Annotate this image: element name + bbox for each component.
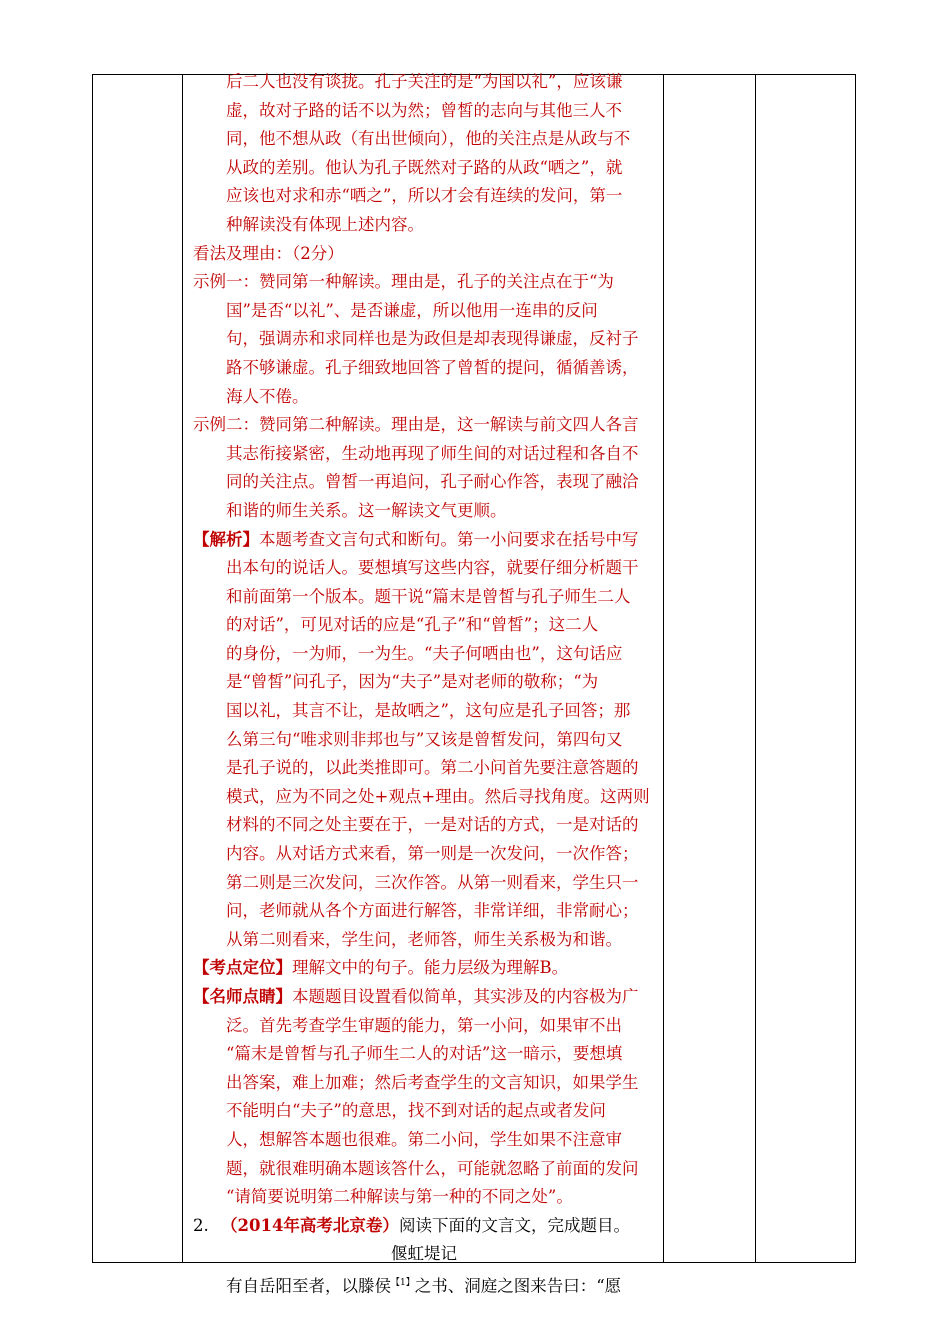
text-line: 路不够谦虚。孔子细致地回答了曾皙的提问，循循善诱， bbox=[226, 357, 639, 377]
example-two: 示例二：赞同第二种解读。理由是，这一解读与前文四人各言 bbox=[193, 415, 639, 435]
text-line: 同的关注点。曾皙一再追问，孔子耐心作答，表现了融洽 bbox=[226, 472, 639, 492]
question-2 bbox=[193, 1212, 655, 1241]
text-line: 从第二则看来，学生问，老师答，师生关系极为和谐。 bbox=[226, 929, 622, 949]
text-line: 种解读没有体现上述内容。 bbox=[226, 214, 424, 234]
text-line: 后二人也没有谈拢。孔子关注的是“为国以礼”，应该谦 bbox=[226, 72, 623, 91]
text-line: 材料的不同之处主要在于，一是对话的方式，一是对话的 bbox=[226, 815, 639, 835]
text-line: 的身份，一为师，一为生。“夫子何哂由也”，这句话应 bbox=[226, 643, 623, 663]
text-line: 不能明白“夫子”的意思，找不到对话的起点或者发问 bbox=[226, 1101, 606, 1121]
text-line: 题，就很难明确本题该答什么，可能就忽略了前面的发问 bbox=[226, 1158, 639, 1178]
text-line: “篇末是曾皙与孔子师生二人的对话”这一暗示，要想填 bbox=[226, 1044, 623, 1064]
text-line: 句，强调赤和求同样也是为政但是却表现得谦虚，反衬子 bbox=[226, 329, 639, 349]
text-line: “请简要说明第二种解读与第一种的不同之处”。 bbox=[226, 1187, 573, 1207]
text-line: 泛。首先考查学生审题的能力，第一小问，如果审不出 bbox=[226, 1015, 622, 1035]
answer-content bbox=[193, 68, 655, 1298]
column-divider-1 bbox=[182, 75, 183, 1262]
text-line: 是“曾皙”问孔子，因为“夫子”是对老师的敬称；“为 bbox=[226, 672, 599, 692]
passage-text-a: 有自岳阳至者，以滕侯 bbox=[226, 1276, 391, 1296]
point-heading bbox=[193, 954, 655, 983]
text-line: 人，想解答本题也很难。第二小问，学生如果不注意审 bbox=[226, 1129, 622, 1149]
text-line: 问，老师就从各个方面进行解答，非常详细，非常耐心； bbox=[226, 901, 639, 921]
example-one: 示例一：赞同第一种解读。理由是，孔子的关注点在于“为 bbox=[193, 272, 614, 292]
text-line: 么第三句“唯求则非邦也与”又该是曾皙发问，第四句又 bbox=[226, 729, 623, 749]
question-number: 2. bbox=[193, 1215, 209, 1235]
point-text: 理解文中的句子。能力层级为理解B。 bbox=[292, 958, 569, 978]
text-line: 是孔子说的，以此类推即可。第二小问首先要注意答题的 bbox=[226, 758, 639, 778]
text-line: 海人不倦。 bbox=[226, 386, 309, 406]
teacher-first-line: 本题题目设置看似简单，其实涉及的内容极为广 bbox=[292, 987, 639, 1006]
text-line: 和前面第一个版本。题干说“篇末是曾皙与孔子师生二人 bbox=[226, 586, 631, 606]
text-line: 内容。从对话方式来看，第一则是一次发问，一次作答； bbox=[226, 844, 639, 864]
text-line: 和谐的师生关系。这一解读文气更顺。 bbox=[226, 500, 507, 520]
text-line: 其志衔接紧密，生动地再现了师生间的对话过程和各自不 bbox=[226, 443, 639, 463]
column-divider-3 bbox=[755, 75, 756, 1262]
point-tag: 【考点定位】 bbox=[193, 958, 292, 978]
question-source: （2014年高考北京卷） bbox=[221, 1215, 399, 1235]
text-line: 第二则是三次发问，三次作答。从第一则看来，学生只一 bbox=[226, 872, 639, 892]
footnote-marker: 【1】 bbox=[391, 1277, 415, 1288]
text-line: 出答案，难上加难；然后考查学生的文言知识，如果学生 bbox=[226, 1072, 639, 1092]
text-line: 从政的差别。他认为孔子既然对子路的从政“哂之”，就 bbox=[226, 157, 623, 177]
text-line: 国以礼，其言不让，是故哂之”，这句应是孔子回答；那 bbox=[226, 701, 631, 721]
teacher-heading bbox=[193, 983, 655, 1012]
text-line: 国”是否“以礼”、是否谦虚，所以他用一连串的反问 bbox=[226, 300, 598, 320]
text-line: 虚，故对子路的话不以为然；曾皙的志向与其他三人不 bbox=[226, 100, 622, 120]
text-line: 的对话”，可见对话的应是“孔子”和“曾皙”；这二人 bbox=[226, 615, 599, 635]
column-divider-2 bbox=[663, 75, 664, 1262]
passage-first-line bbox=[193, 1269, 655, 1298]
text-line: 应该也对求和赤“哂之”，所以才会有连续的发问，第一 bbox=[226, 186, 623, 206]
passage-text-b: 之书、洞庭之图来告曰：“愿 bbox=[414, 1276, 622, 1296]
analysis-heading bbox=[193, 526, 655, 555]
teacher-tag: 【名师点睛】 bbox=[193, 987, 292, 1006]
question-instruction: 阅读下面的文言文，完成题目。 bbox=[398, 1215, 630, 1235]
text-line: 同，他不想从政（有出世倾向），他的关注点是从政与不 bbox=[226, 129, 631, 149]
passage-title: 偃虹堤记 bbox=[391, 1244, 457, 1264]
text-line: 出本句的说话人。要想填写这些内容，就要仔细分析题干 bbox=[226, 558, 639, 578]
analysis-tag: 【解析】 bbox=[193, 529, 259, 549]
view-label: 看法及理由：（2分） bbox=[193, 243, 344, 263]
text-line: 模式，应为不同之处+观点+理由。然后寻找角度。这两则 bbox=[226, 786, 650, 806]
analysis-first-line: 本题考查文言句式和断句。第一小问要求在括号中写 bbox=[259, 529, 639, 549]
